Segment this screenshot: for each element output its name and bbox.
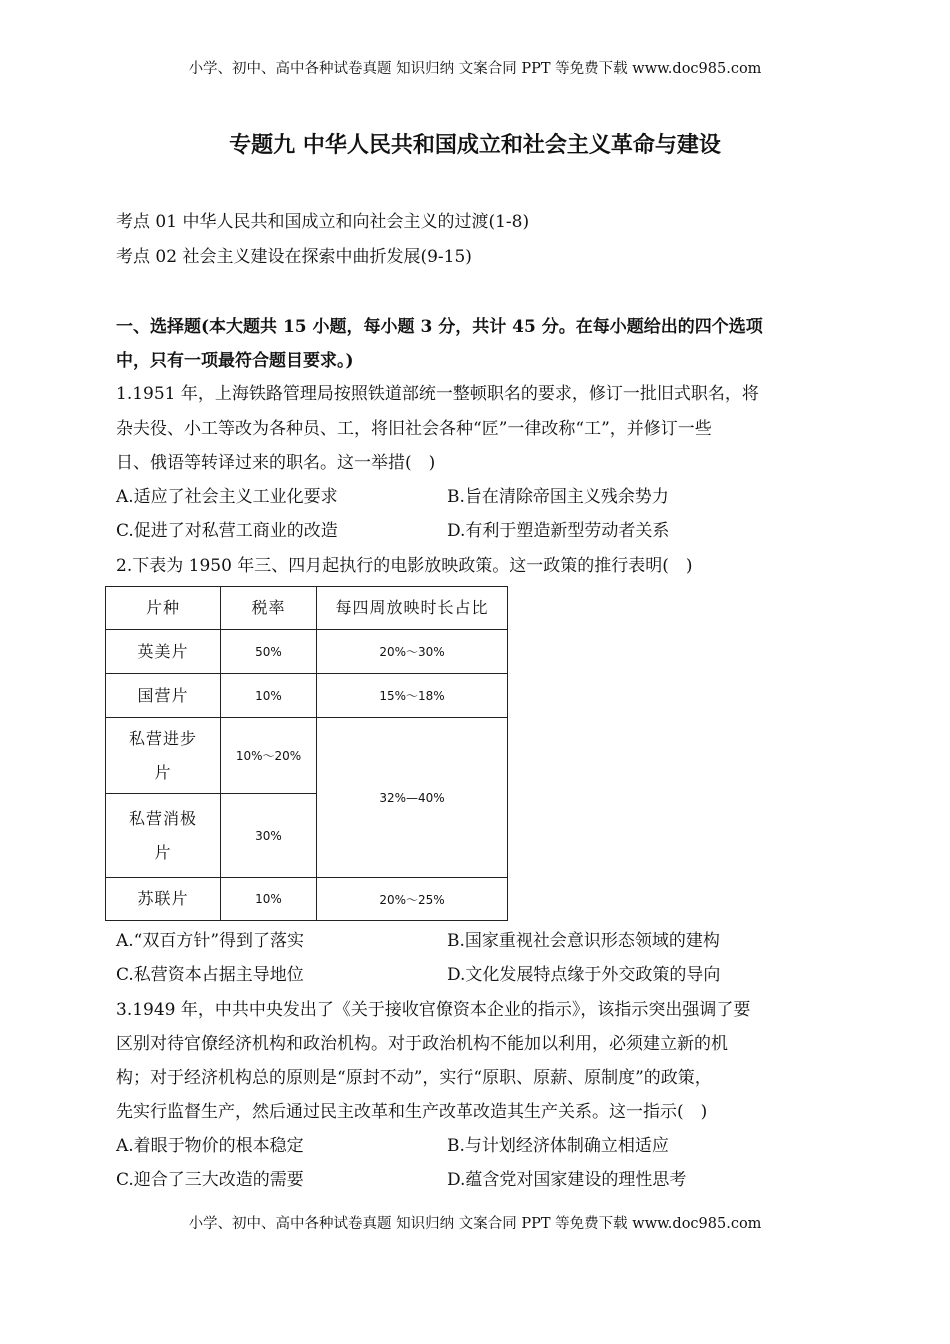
cell-share: 20%～30% (317, 630, 508, 674)
cell-type-line2: 片 (154, 762, 172, 782)
section-heading-cont: 中，只有一项最符合题目要求。) (116, 351, 354, 371)
q3-stem-line2: 区别对待官僚经济机构和政治机构。对于政治机构不能加以利用，必须建立新的机 (116, 1034, 728, 1054)
q2-stem: 2.下表为 1950 年三、四月起执行的电影放映政策。这一政策的推行表明( ) (116, 556, 693, 576)
q2-option-c[interactable]: C.私营资本占据主导地位 (116, 965, 304, 985)
cell-tax: 30% (221, 794, 317, 878)
page-title: 专题九 中华人民共和国成立和社会主义革命与建设 (229, 133, 721, 158)
cell-type: 苏联片 (106, 878, 221, 921)
q3-stem-line4: 先实行监督生产，然后通过民主改革和生产改革改造其生产关系。这一指示( ) (116, 1102, 708, 1122)
table-row (106, 630, 508, 674)
q3-option-b[interactable]: B.与计划经济体制确立相适应 (447, 1136, 669, 1156)
cell-type-line1: 私营消极 (128, 808, 197, 828)
q1-option-d[interactable]: D.有利于塑造新型劳动者关系 (447, 521, 670, 541)
cell-tax: 10% (221, 878, 317, 921)
page-header: 小学、初中、高中各种试卷真题 知识归纳 文案合同 PPT 等免费下载 www.doc985.com (188, 61, 762, 77)
cell-type: 国营片 (106, 674, 221, 718)
cell-type: 英美片 (106, 630, 221, 674)
cell-share: 20%～25% (317, 878, 508, 921)
q3-stem-line3: 构；对于经济机构总的原则是“原封不动”，实行“原职、原薪、原制度”的政策， (116, 1068, 712, 1088)
topic-2: 考点 02 社会主义建设在探索中曲折发展(9-15) (116, 247, 472, 267)
col-header-share: 每四周放映时长占比 (317, 587, 508, 630)
cell-tax: 50% (221, 630, 317, 674)
cell-type (106, 718, 221, 794)
page-footer: 小学、初中、高中各种试卷真题 知识归纳 文案合同 PPT 等免费下载 www.doc985.com (188, 1216, 762, 1232)
q2-option-d[interactable]: D.文化发展特点缘于外交政策的导向 (447, 965, 721, 985)
q1-option-a[interactable]: A.适应了社会主义工业化要求 (116, 487, 338, 507)
table-row (106, 718, 508, 794)
table-row (106, 674, 508, 718)
q1-option-c[interactable]: C.促进了对私营工商业的改造 (116, 521, 338, 541)
q1-option-b[interactable]: B.旨在清除帝国主义残余势力 (447, 487, 669, 507)
q3-stem-line1: 3.1949 年，中共中央发出了《关于接收官僚资本企业的指示》，该指示突出强调了要 (116, 1000, 751, 1020)
cell-type-line1: 私营进步 (128, 728, 197, 748)
q2-option-a[interactable]: A.“双百方针”得到了落实 (116, 931, 305, 951)
q1-stem-line1: 1.1951 年，上海铁路管理局按照铁道部统一整顿职名的要求，修订一批旧式职名，将 (116, 384, 759, 404)
q1-stem-line2: 杂夫役、小工等改为各种员、工，将旧社会各种“匠”一律改称“工”，并修订一些 (116, 419, 712, 439)
cell-share: 15%～18% (317, 674, 508, 718)
cell-type-line2: 片 (154, 842, 172, 862)
topic-1: 考点 01 中华人民共和国成立和向社会主义的过渡(1-8) (116, 212, 530, 232)
q3-option-c[interactable]: C.迎合了三大改造的需要 (116, 1170, 304, 1190)
q3-option-d[interactable]: D.蕴含党对国家建设的理性思考 (447, 1170, 687, 1190)
q2-option-b[interactable]: B.国家重视社会意识形态领域的建构 (447, 931, 720, 951)
table-row (106, 878, 508, 921)
q3-option-a[interactable]: A.着眼于物价的根本稳定 (116, 1136, 304, 1156)
section-heading: 一、选择题(本大题共 15 小题，每小题 3 分，共计 45 分。在每小题给出的四个选项 (116, 317, 763, 337)
col-header-tax: 税率 (221, 587, 317, 630)
col-header-type: 片种 (106, 587, 221, 630)
cell-tax: 10%～20% (221, 718, 317, 794)
film-policy-table (105, 586, 508, 921)
cell-tax: 10% (221, 674, 317, 718)
cell-type (106, 794, 221, 878)
q1-stem-line3: 日、俄语等转译过来的职名。这一举措( ) (116, 453, 436, 473)
cell-share-merged: 32%—40% (317, 718, 508, 878)
table-header-row (106, 587, 508, 630)
